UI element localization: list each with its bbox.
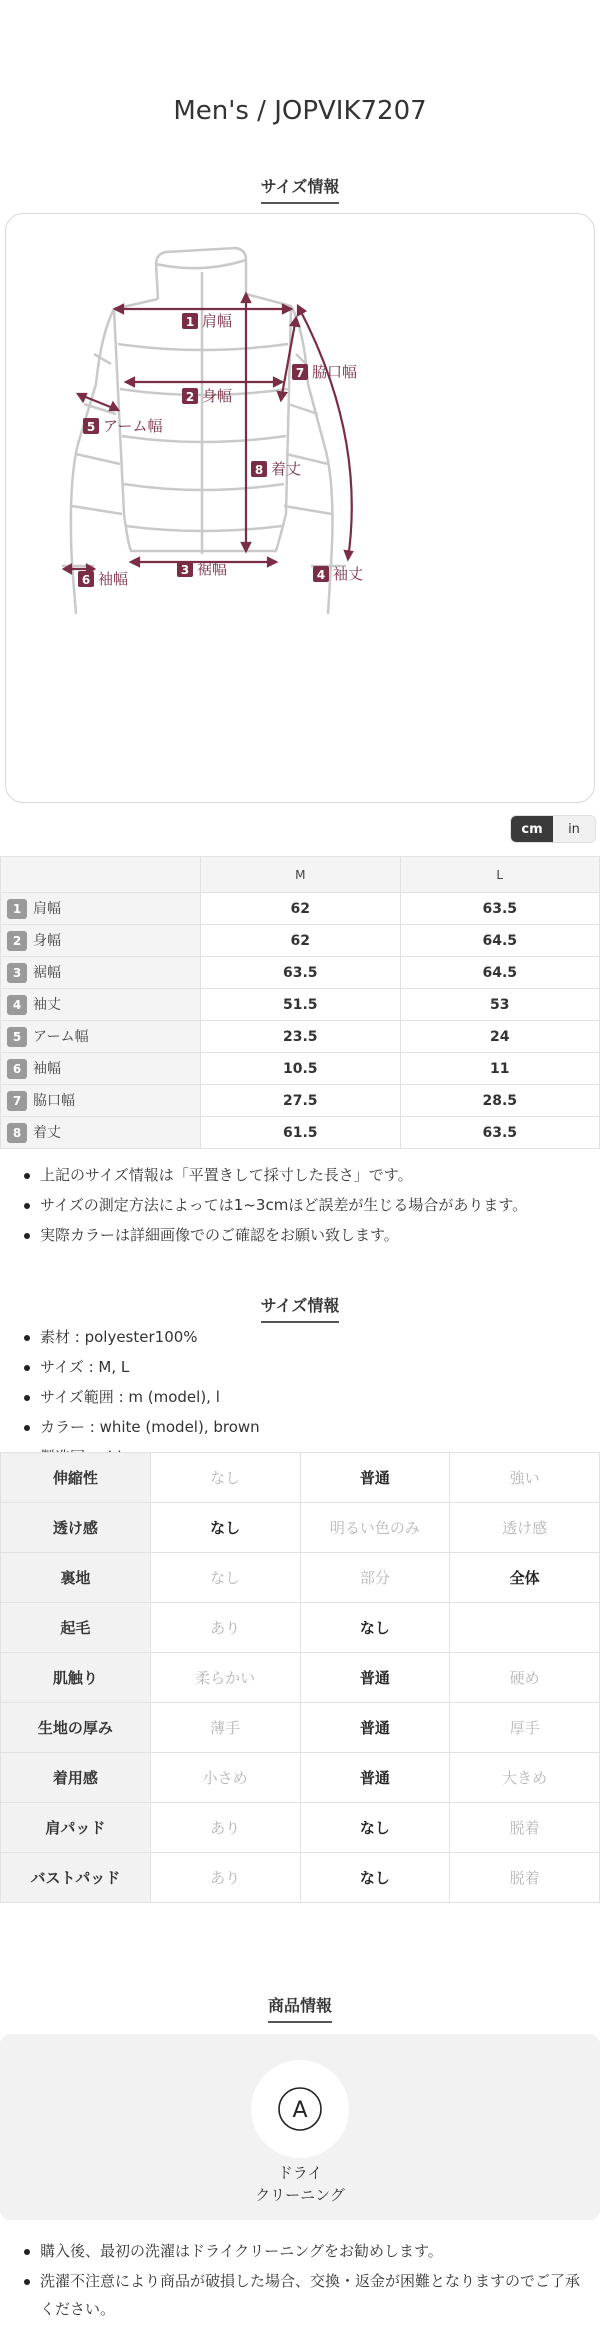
size-table [0, 856, 600, 1149]
list-item: サイズ : M, L [20, 1352, 590, 1382]
list-item: 上記のサイズ情報は「平置きして採寸した長さ」です。 [20, 1160, 590, 1190]
list-item: 素材 : polyester100% [20, 1322, 590, 1352]
unit-in-button[interactable]: in [553, 816, 595, 842]
table-row: 1 肩幅 62 63.5 [1, 893, 600, 925]
svg-text:4: 4 [316, 568, 326, 582]
unit-toggle[interactable] [510, 815, 596, 843]
page-title: Men's / JOPVIK7207 [173, 96, 427, 126]
spec-section-title: サイズ情報 [0, 1293, 600, 1323]
svg-text:アーム幅: アーム幅 [103, 417, 163, 435]
table-row: 3 裾幅 63.5 64.5 [1, 957, 600, 989]
table-row: 4 袖丈 51.5 53 [1, 989, 600, 1021]
svg-text:着丈: 着丈 [271, 460, 302, 478]
product-section-title: 商品情報 [0, 1993, 600, 2023]
table-row: 肌触り 柔らかい 普通 硬め [1, 1653, 600, 1703]
list-item: カラー : white (model), brown [20, 1412, 590, 1442]
svg-text:6: 6 [81, 573, 91, 587]
care-label-line2: クリーニング [255, 2186, 345, 2204]
dry-clean-icon [251, 2060, 349, 2158]
size-diagram [5, 213, 595, 803]
svg-text:8: 8 [254, 463, 264, 477]
unit-cm-button[interactable]: cm [511, 816, 553, 842]
svg-text:1: 1 [185, 315, 195, 329]
table-row: 5 アーム幅 23.5 24 [1, 1021, 600, 1053]
table-header-m: M [201, 857, 401, 893]
table-header-l: L [400, 857, 600, 893]
table-row: 着用感 小さめ 普通 大きめ [1, 1753, 600, 1803]
table-row: 伸縮性 なし 普通 強い [1, 1453, 600, 1503]
list-item: 実際カラーは詳細画像でのご確認をお願い致します。 [20, 1220, 590, 1250]
care-box [0, 2034, 600, 2220]
table-row: 起毛 あり なし [1, 1603, 600, 1653]
care-symbol-container [251, 2060, 349, 2158]
table-row: 生地の厚み 薄手 普通 厚手 [1, 1703, 600, 1753]
size-section-title: サイズ情報 [0, 174, 600, 204]
table-row: 7 脇口幅 27.5 28.5 [1, 1085, 600, 1117]
list-item: サイズの測定方法によっては1~3cmほど誤差が生じる場合があります。 [20, 1190, 590, 1220]
svg-text:袖丈: 袖丈 [333, 565, 364, 583]
svg-text:袖幅: 袖幅 [98, 570, 129, 588]
svg-text:A: A [292, 2098, 308, 2123]
table-header-blank [1, 857, 201, 893]
care-notes [20, 2237, 590, 2325]
svg-text:身幅: 身幅 [202, 387, 233, 405]
table-row: 6 袖幅 10.5 11 [1, 1053, 600, 1085]
size-notes [20, 1160, 590, 1250]
table-row: 裏地 なし 部分 全体 [1, 1553, 600, 1603]
svg-text:肩幅: 肩幅 [202, 312, 233, 330]
svg-text:3: 3 [180, 563, 190, 577]
svg-text:裾幅: 裾幅 [197, 560, 228, 578]
table-row: 8 着丈 61.5 63.5 [1, 1117, 600, 1149]
svg-text:脇口幅: 脇口幅 [312, 363, 358, 381]
table-row: バストパッド あり なし 脱着 [1, 1853, 600, 1903]
svg-text:7: 7 [295, 366, 305, 380]
table-row: 2 身幅 62 64.5 [1, 925, 600, 957]
svg-text:2: 2 [185, 390, 195, 404]
list-item: サイズ範囲 : m (model), l [20, 1382, 590, 1412]
svg-text:5: 5 [86, 420, 96, 434]
list-item: 洗濯不注意により商品が破損した場合、交換・返金が困難となりますのでご了承ください。 [20, 2267, 590, 2323]
table-row: 透け感 なし 明るい色のみ 透け感 [1, 1503, 600, 1553]
spec-list [20, 1322, 590, 1472]
attribute-table [0, 1452, 600, 1903]
care-label-line1: ドライ [277, 2164, 323, 2182]
list-item: 購入後、最初の洗濯はドライクリーニングをお勧めします。 [20, 2237, 590, 2265]
table-row: 肩パッド あり なし 脱着 [1, 1803, 600, 1853]
